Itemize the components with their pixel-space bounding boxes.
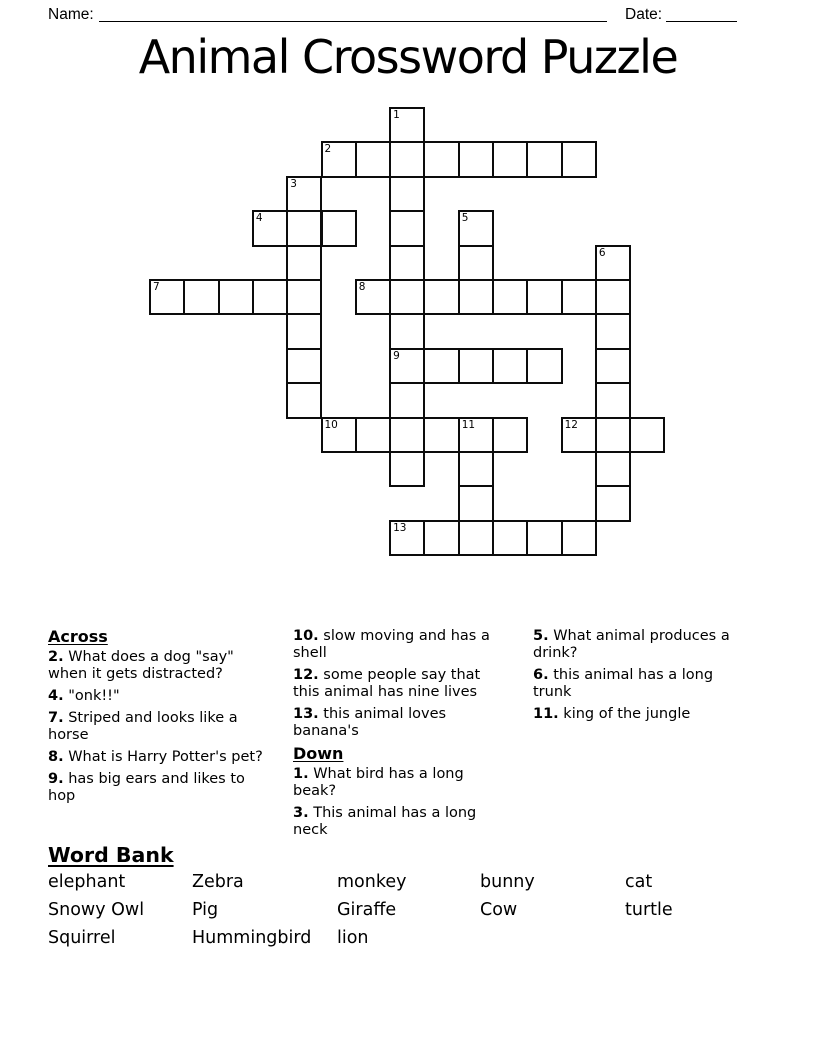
grid-cell[interactable] [458, 210, 494, 246]
grid-cell[interactable] [286, 245, 322, 281]
clue-number: 4. [48, 688, 64, 704]
clue-number: 6. [533, 667, 549, 683]
clue-item: 6. this animal has a long trunk [533, 667, 714, 700]
cell-number: 7 [153, 281, 160, 293]
cell-number: 3 [290, 177, 297, 190]
grid-cell[interactable] [286, 382, 322, 418]
clues-column-3 [533, 628, 739, 728]
grid-cell[interactable] [492, 417, 528, 453]
grid-cell[interactable] [389, 279, 425, 315]
clue-number: 8. [48, 749, 64, 765]
cell-number: 11 [461, 418, 476, 431]
grid-cell[interactable] [458, 451, 494, 487]
clue-item: 7. Striped and looks like a horse [48, 710, 238, 743]
grid-cell[interactable] [492, 279, 528, 315]
grid-cell[interactable] [389, 313, 425, 349]
grid-cell[interactable] [423, 520, 459, 556]
grid-cell[interactable] [321, 417, 357, 453]
cell-number: 1 [393, 109, 400, 121]
grid-cell[interactable] [595, 313, 631, 349]
grid-cell[interactable] [595, 279, 631, 315]
word-bank-item: Pig [192, 900, 219, 920]
cell-number: 5 [461, 212, 469, 225]
page-title: Animal Crossword Puzzle [138, 30, 678, 84]
clue-number: 7. [48, 710, 64, 726]
clue-number: 11. [533, 706, 559, 722]
grid-cell[interactable] [389, 348, 425, 384]
grid-cell[interactable] [595, 451, 631, 487]
grid-cell[interactable] [458, 485, 494, 521]
cell-number: 6 [598, 246, 606, 259]
grid-cell[interactable] [321, 210, 357, 246]
clue-number: 2. [48, 649, 64, 665]
word-bank-item: Hummingbird [192, 928, 312, 948]
date-label: Date: [625, 6, 663, 23]
word-bank-item: bunny [480, 872, 535, 892]
cell-number: 13 [393, 521, 407, 534]
grid-cell[interactable] [389, 107, 425, 143]
clue-item: 9. has big ears and likes to hop [48, 771, 245, 804]
clue-number: 5. [533, 628, 549, 644]
word-bank-item: Snowy Owl [48, 900, 145, 920]
word-bank-heading: Word Bank [48, 843, 174, 867]
clue-item: 2. What does a dog "say" when it gets distracted? [48, 649, 234, 682]
grid-cell[interactable] [526, 279, 562, 315]
grid-cell[interactable] [458, 141, 494, 177]
clue-item: 4. "onk!!" [48, 688, 120, 704]
grid-cell[interactable] [423, 348, 459, 384]
grid-cell[interactable] [561, 520, 597, 556]
grid-cell[interactable] [183, 279, 219, 315]
word-bank-item: Cow [480, 900, 518, 920]
clue-item: 11. king of the jungle [533, 706, 691, 722]
word-bank-item: turtle [625, 900, 673, 920]
word-bank-item: Squirrel [48, 928, 116, 948]
grid-cell[interactable] [561, 141, 597, 177]
clue-number: 3. [293, 805, 309, 821]
word-bank-item: Zebra [192, 872, 244, 892]
grid-cell[interactable] [423, 141, 459, 177]
grid-cell[interactable] [458, 279, 494, 315]
grid-cell[interactable] [355, 417, 391, 453]
grid-cell[interactable] [389, 176, 425, 212]
grid-cell[interactable] [526, 348, 562, 384]
grid-cell[interactable] [286, 279, 322, 315]
word-bank-item: cat [625, 872, 653, 892]
grid-cell[interactable] [492, 348, 528, 384]
cell-number: 4 [255, 212, 263, 225]
grid-cell[interactable] [492, 141, 528, 177]
grid-cell[interactable] [389, 245, 425, 281]
grid-cell[interactable] [492, 520, 528, 556]
grid-cell[interactable] [286, 176, 322, 212]
clue-item: 13. this animal loves banana's [293, 706, 447, 739]
grid-cell[interactable] [389, 451, 425, 487]
clue-number: 9. [48, 771, 64, 787]
clue-number: 13. [293, 706, 319, 722]
grid-cell[interactable] [561, 279, 597, 315]
grid-cell[interactable] [595, 485, 631, 521]
grid-cell[interactable] [595, 382, 631, 418]
grid-cell[interactable] [355, 141, 391, 177]
grid-cell[interactable] [389, 141, 425, 177]
clues-column-1 [48, 628, 265, 810]
cell-number: 12 [564, 418, 578, 431]
date-field-line[interactable] [666, 21, 737, 22]
clues-section-heading: Down [293, 744, 344, 763]
grid-cell[interactable] [458, 417, 494, 453]
clue-number: 10. [293, 628, 319, 644]
grid-cell[interactable] [458, 348, 494, 384]
clue-item: 10. slow moving and has a shell [293, 628, 490, 661]
grid-cell[interactable] [389, 520, 425, 556]
grid-cell[interactable] [458, 245, 494, 281]
grid-cell[interactable] [321, 141, 357, 177]
grid-cell[interactable] [218, 279, 254, 315]
grid-cell[interactable] [389, 417, 425, 453]
cell-number: 9 [393, 349, 400, 362]
grid-cell[interactable] [526, 520, 562, 556]
word-bank-item: lion [337, 928, 369, 948]
grid-cell[interactable] [595, 417, 631, 453]
clue-item: 3. This animal has a long neck [293, 805, 477, 838]
grid-cell[interactable] [389, 210, 425, 246]
clue-item: 12. some people say that this animal has nine lives [293, 667, 481, 700]
grid-cell[interactable] [595, 348, 631, 384]
grid-cell[interactable] [389, 382, 425, 418]
grid-cell[interactable] [252, 210, 288, 246]
grid-cell[interactable] [458, 520, 494, 556]
cell-number: 10 [324, 418, 338, 431]
cell-number: 2 [324, 143, 332, 156]
grid-cell[interactable] [595, 245, 631, 281]
clues-section-heading: Across [48, 627, 108, 646]
clue-item: 1. What bird has a long beak? [293, 766, 464, 799]
clue-number: 12. [293, 667, 319, 683]
word-bank-item: monkey [337, 872, 407, 892]
grid-cell[interactable] [286, 210, 322, 246]
grid-cell[interactable] [629, 417, 665, 453]
grid-cell[interactable] [252, 279, 288, 315]
grid-cell[interactable] [561, 417, 597, 453]
clue-item: 5. What animal produces a drink? [533, 628, 730, 661]
name-field-line[interactable] [99, 21, 607, 22]
grid-cell[interactable] [423, 279, 459, 315]
grid-cell[interactable] [149, 279, 185, 315]
grid-cell[interactable] [423, 417, 459, 453]
cell-number: 8 [358, 281, 366, 293]
grid-cell[interactable] [286, 348, 322, 384]
clues-column-2 [293, 628, 504, 844]
name-label: Name: [48, 6, 94, 23]
grid-cell[interactable] [286, 313, 322, 349]
clue-number: 1. [293, 766, 309, 782]
word-bank-item: elephant [48, 872, 126, 892]
clue-item: 8. What is Harry Potter's pet? [48, 749, 263, 765]
grid-cell[interactable] [355, 279, 391, 315]
grid-cell[interactable] [526, 141, 562, 177]
word-bank-item: Giraffe [337, 900, 397, 920]
